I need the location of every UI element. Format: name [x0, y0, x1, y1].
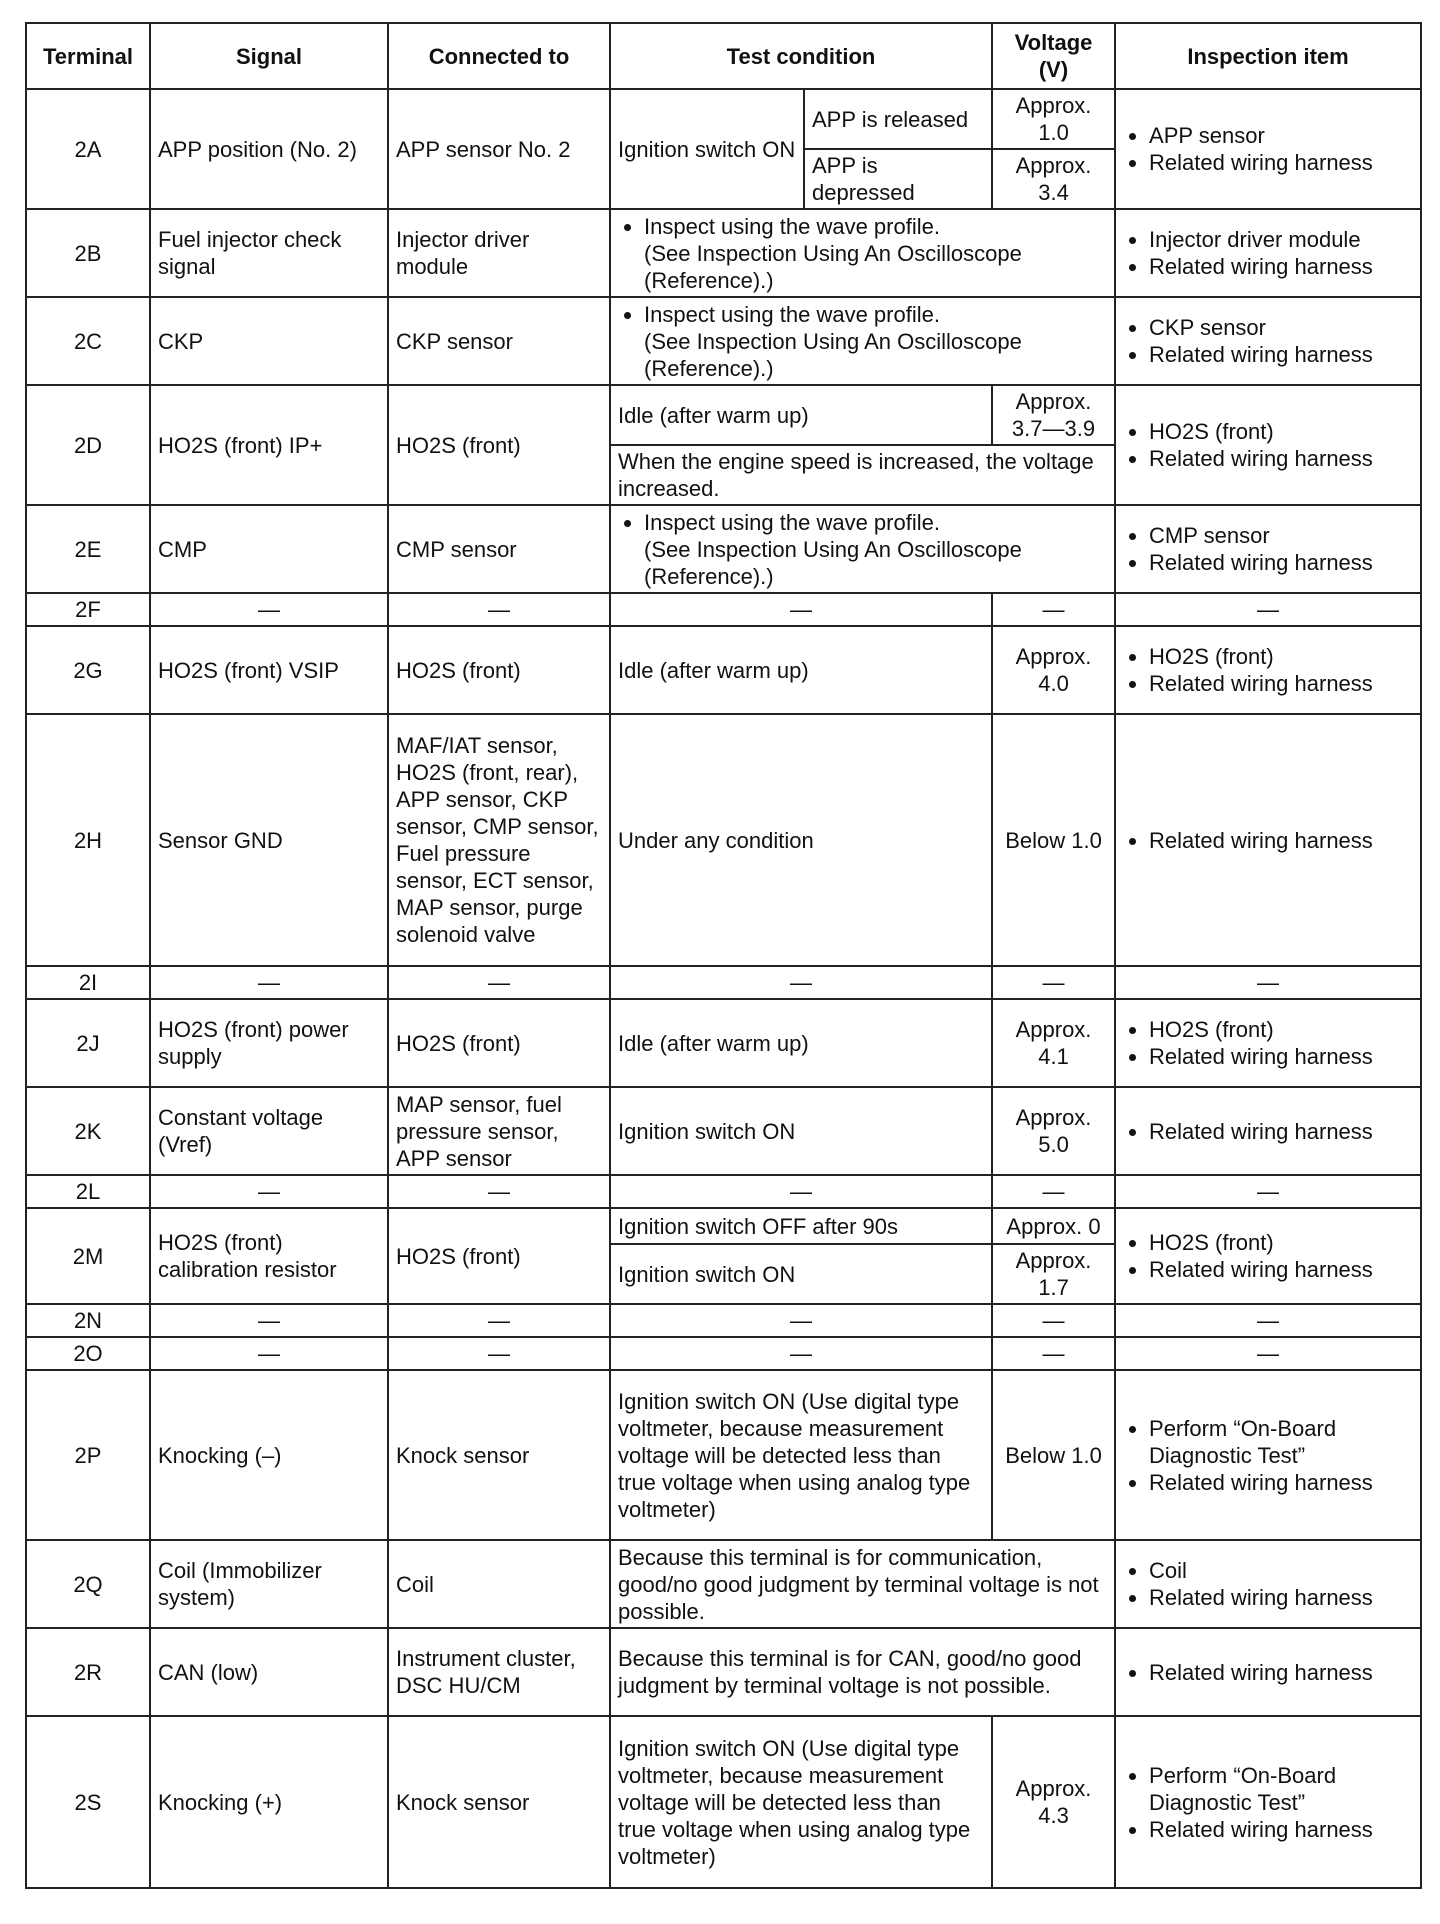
connected-cell: Coil: [388, 1540, 610, 1628]
terminal-cell: 2M: [26, 1208, 150, 1304]
terminal-cell: 2C: [26, 297, 150, 385]
table-row: [26, 1337, 1421, 1370]
connected-cell: MAP sensor, fuel pressure sensor, APP sensor: [388, 1087, 610, 1175]
inspection-item: • Related wiring harness: [1149, 1659, 1413, 1686]
test-condition-cell: Under any condition: [610, 714, 992, 966]
inspection-cell: [1115, 1370, 1421, 1540]
header-inspection-item: Inspection item: [1115, 23, 1421, 89]
header-row: [26, 23, 1421, 89]
terminal-cell: 2L: [26, 1175, 150, 1208]
condition-item: [644, 301, 1107, 382]
inspection-item: • Related wiring harness: [1149, 670, 1413, 697]
inspection-item: • APP sensor: [1149, 122, 1413, 149]
table-row: [26, 89, 1421, 149]
header-test-condition: Test condition: [610, 23, 992, 89]
wave-profile-text: Inspect using the wave profile.: [644, 301, 940, 327]
inspection-item: • Related wiring harness: [1149, 1584, 1413, 1611]
connected-cell: Knock sensor: [388, 1370, 610, 1540]
terminal-cell: 2K: [26, 1087, 150, 1175]
terminal-voltage-table: [25, 22, 1422, 1889]
inspection-item: • Related wiring harness: [1149, 1469, 1413, 1496]
inspection-item: • Related wiring harness: [1149, 827, 1413, 854]
inspection-item: • Related wiring harness: [1149, 1118, 1413, 1145]
header-voltage: Voltage (V): [992, 23, 1115, 89]
wave-profile-text: Inspect using the wave profile.: [644, 509, 940, 535]
table-row: [26, 714, 1421, 966]
connected-cell: Instrument cluster, DSC HU/CM: [388, 1628, 610, 1716]
signal-cell: —: [150, 966, 388, 999]
signal-cell: —: [150, 593, 388, 626]
voltage-cell: Below 1.0: [992, 1370, 1115, 1540]
connected-cell: —: [388, 593, 610, 626]
connected-cell: HO2S (front): [388, 999, 610, 1087]
header-connected-to: Connected to: [388, 23, 610, 89]
signal-cell: —: [150, 1337, 388, 1370]
table-row: [26, 297, 1421, 385]
inspection-item: • Perform “On-Board Diagnostic Test”: [1149, 1762, 1413, 1816]
terminal-cell: 2F: [26, 593, 150, 626]
table-row: [26, 626, 1421, 714]
test-condition-cell: Because this terminal is for CAN, good/no good judgment by terminal voltage is not possible.: [610, 1628, 1115, 1716]
inspection-item: • CMP sensor: [1149, 522, 1413, 549]
voltage-cell: Approx. 4.0: [992, 626, 1115, 714]
terminal-cell: 2J: [26, 999, 150, 1087]
test-condition-cell: Ignition switch ON: [610, 1087, 992, 1175]
terminal-cell: 2O: [26, 1337, 150, 1370]
sub-condition-cell: APP is depressed: [804, 149, 992, 209]
voltage-cell: Approx. 1.7: [992, 1244, 1115, 1304]
voltage-cell: —: [992, 593, 1115, 626]
terminal-cell: 2P: [26, 1370, 150, 1540]
connected-cell: —: [388, 1304, 610, 1337]
connected-cell: MAF/IAT sensor, HO2S (front, rear), APP sensor, CKP sensor, CMP sensor, Fuel pressure sensor, ECT sensor, MAP sensor, purge solenoid valve: [388, 714, 610, 966]
inspection-item: • Related wiring harness: [1149, 445, 1413, 472]
inspection-cell: [1115, 297, 1421, 385]
connected-cell: HO2S (front): [388, 626, 610, 714]
signal-cell: HO2S (front) power supply: [150, 999, 388, 1087]
connected-cell: Injector driver module: [388, 209, 610, 297]
inspection-cell: [1115, 714, 1421, 966]
inspection-item: • HO2S (front): [1149, 1229, 1413, 1256]
test-condition-cell: Ignition switch ON: [610, 89, 804, 209]
signal-cell: —: [150, 1175, 388, 1208]
voltage-cell: —: [992, 1304, 1115, 1337]
inspection-cell: [1115, 1628, 1421, 1716]
inspection-item: • Related wiring harness: [1149, 253, 1413, 280]
voltage-cell: Approx. 0: [992, 1208, 1115, 1244]
inspection-cell: —: [1115, 966, 1421, 999]
terminal-cell: 2E: [26, 505, 150, 593]
connected-cell: APP sensor No. 2: [388, 89, 610, 209]
test-condition-cell: Idle (after warm up): [610, 626, 992, 714]
connected-cell: Knock sensor: [388, 1716, 610, 1888]
voltage-cell: Approx. 3.7—3.9: [992, 385, 1115, 445]
terminal-cell: 2G: [26, 626, 150, 714]
table-row: [26, 1540, 1421, 1628]
inspection-item: • Perform “On-Board Diagnostic Test”: [1149, 1415, 1413, 1469]
connected-cell: —: [388, 966, 610, 999]
test-condition-cell: Ignition switch ON (Use digital type voltmeter, because measurement voltage will be detected less than true voltage when using analog type voltmeter): [610, 1716, 992, 1888]
inspection-item: • Coil: [1149, 1557, 1413, 1584]
oscilloscope-reference: (See Inspection Using An Oscilloscope (Reference).): [644, 536, 1022, 589]
voltage-cell: —: [992, 966, 1115, 999]
signal-cell: HO2S (front) VSIP: [150, 626, 388, 714]
signal-cell: —: [150, 1304, 388, 1337]
terminal-cell: 2B: [26, 209, 150, 297]
test-condition-cell: —: [610, 593, 992, 626]
terminal-cell: 2A: [26, 89, 150, 209]
inspection-item: • HO2S (front): [1149, 643, 1413, 670]
terminal-cell: 2S: [26, 1716, 150, 1888]
voltage-cell: Approx. 4.3: [992, 1716, 1115, 1888]
inspection-cell: —: [1115, 593, 1421, 626]
inspection-item: • Related wiring harness: [1149, 1043, 1413, 1070]
test-condition-cell: Idle (after warm up): [610, 999, 992, 1087]
voltage-cell: Below 1.0: [992, 714, 1115, 966]
inspection-cell: [1115, 1087, 1421, 1175]
table-row: [26, 999, 1421, 1087]
voltage-cell: —: [992, 1337, 1115, 1370]
inspection-cell: —: [1115, 1175, 1421, 1208]
inspection-cell: [1115, 209, 1421, 297]
terminal-cell: 2N: [26, 1304, 150, 1337]
test-condition-cell: [610, 297, 1115, 385]
oscilloscope-reference: (See Inspection Using An Oscilloscope (Reference).): [644, 328, 1022, 381]
table-row: [26, 505, 1421, 593]
inspection-cell: [1115, 1540, 1421, 1628]
test-condition-cell: [610, 209, 1115, 297]
inspection-cell: [1115, 89, 1421, 209]
inspection-cell: [1115, 999, 1421, 1087]
sub-condition-cell: APP is released: [804, 89, 992, 149]
terminal-cell: 2H: [26, 714, 150, 966]
test-condition-cell: —: [610, 1175, 992, 1208]
terminal-cell: 2I: [26, 966, 150, 999]
test-condition-cell: Ignition switch OFF after 90s: [610, 1208, 992, 1244]
inspection-cell: [1115, 1208, 1421, 1304]
inspection-item: • Related wiring harness: [1149, 341, 1413, 368]
connected-cell: CKP sensor: [388, 297, 610, 385]
test-condition-cell: [610, 505, 1115, 593]
header-signal: Signal: [150, 23, 388, 89]
voltage-cell: Approx. 4.1: [992, 999, 1115, 1087]
table-row: [26, 593, 1421, 626]
condition-item: [644, 509, 1107, 590]
inspection-item: • Related wiring harness: [1149, 549, 1413, 576]
table-row: [26, 1716, 1421, 1888]
signal-cell: Knocking (+): [150, 1716, 388, 1888]
test-condition-cell: Because this terminal is for communication, good/no good judgment by terminal voltage is not possible.: [610, 1540, 1115, 1628]
table-row: [26, 1370, 1421, 1540]
inspection-item: • Injector driver module: [1149, 226, 1413, 253]
inspection-item: • Related wiring harness: [1149, 149, 1413, 176]
signal-cell: Fuel injector check signal: [150, 209, 388, 297]
inspection-cell: —: [1115, 1337, 1421, 1370]
table-row: [26, 209, 1421, 297]
oscilloscope-reference: (See Inspection Using An Oscilloscope (Reference).): [644, 240, 1022, 293]
test-condition-cell: —: [610, 966, 992, 999]
inspection-item: • Related wiring harness: [1149, 1256, 1413, 1283]
connected-cell: —: [388, 1175, 610, 1208]
connected-cell: HO2S (front): [388, 385, 610, 505]
inspection-item: • HO2S (front): [1149, 1016, 1413, 1043]
table-row: [26, 1628, 1421, 1716]
signal-cell: HO2S (front) calibration resistor: [150, 1208, 388, 1304]
signal-cell: HO2S (front) IP+: [150, 385, 388, 505]
voltage-cell: —: [992, 1175, 1115, 1208]
condition-item: [644, 213, 1107, 294]
connected-cell: —: [388, 1337, 610, 1370]
inspection-item: • CKP sensor: [1149, 314, 1413, 341]
table-row: [26, 1175, 1421, 1208]
inspection-cell: [1115, 505, 1421, 593]
signal-cell: CMP: [150, 505, 388, 593]
signal-cell: Constant voltage (Vref): [150, 1087, 388, 1175]
test-condition-cell: Ignition switch ON: [610, 1244, 992, 1304]
terminal-cell: 2D: [26, 385, 150, 505]
terminal-cell: 2Q: [26, 1540, 150, 1628]
wave-profile-text: Inspect using the wave profile.: [644, 213, 940, 239]
inspection-cell: —: [1115, 1304, 1421, 1337]
voltage-cell: Approx. 1.0: [992, 89, 1115, 149]
header-terminal: Terminal: [26, 23, 150, 89]
inspection-cell: [1115, 1716, 1421, 1888]
test-condition-cell: —: [610, 1304, 992, 1337]
signal-cell: CKP: [150, 297, 388, 385]
inspection-item: • Related wiring harness: [1149, 1816, 1413, 1843]
test-condition-cell: Ignition switch ON (Use digital type voltmeter, because measurement voltage will be detected less than true voltage when using analog type voltmeter): [610, 1370, 992, 1540]
inspection-cell: [1115, 385, 1421, 505]
table-row: [26, 385, 1421, 445]
test-condition-cell: When the engine speed is increased, the voltage increased.: [610, 445, 1115, 505]
inspection-item: • HO2S (front): [1149, 418, 1413, 445]
test-condition-cell: —: [610, 1337, 992, 1370]
connected-cell: CMP sensor: [388, 505, 610, 593]
voltage-cell: Approx. 3.4: [992, 149, 1115, 209]
signal-cell: APP position (No. 2): [150, 89, 388, 209]
signal-cell: Knocking (–): [150, 1370, 388, 1540]
table-row: [26, 1304, 1421, 1337]
table-row: [26, 1208, 1421, 1244]
table-row: [26, 966, 1421, 999]
terminal-cell: 2R: [26, 1628, 150, 1716]
connected-cell: HO2S (front): [388, 1208, 610, 1304]
table-row: [26, 1087, 1421, 1175]
signal-cell: Sensor GND: [150, 714, 388, 966]
voltage-cell: Approx. 5.0: [992, 1087, 1115, 1175]
signal-cell: Coil (Immobilizer system): [150, 1540, 388, 1628]
test-condition-cell: Idle (after warm up): [610, 385, 992, 445]
signal-cell: CAN (low): [150, 1628, 388, 1716]
inspection-cell: [1115, 626, 1421, 714]
